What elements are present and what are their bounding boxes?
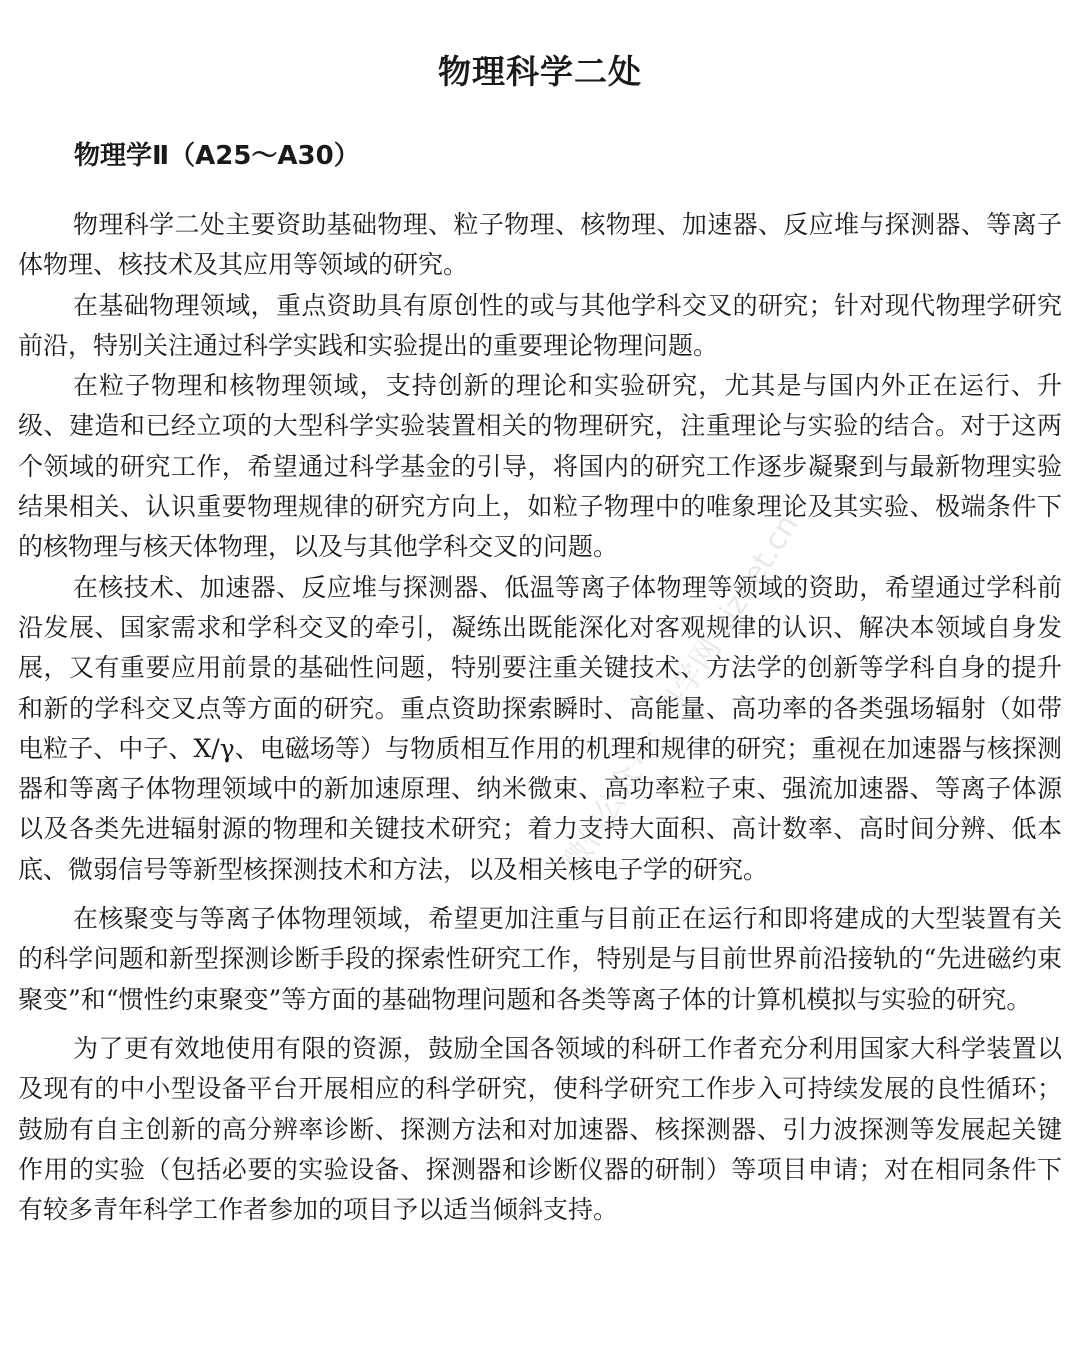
paragraph-intro: 物理科学二处主要资助基础物理、粒子物理、核物理、加速器、反应堆与探测器、等离子体物理、核技术及其应用等领域的研究。: [18, 210, 1062, 280]
paragraph-particle-nuclear: 在粒子物理和核物理领域，支持创新的理论和实验研究，尤其是与国内外正在运行、升级、建造和已经立项的大型科学实验装置相关的物理研究，注重理论与实验的结合。对于这两个领域的研究工作，希望通过科学基金的引导，将国内的研究工作逐步凝聚到与最新物理实验结果相关、认识重要物理规律的研究方向上，如粒子物理中的唯象理论及其实验、极端条件下的核物理与核天体物理，以及与其他学科交叉的问题。: [18, 371, 1062, 562]
watermark-text: 微信公众号：科学网 kjznet.cn: [555, 508, 806, 880]
paragraph-fusion-plasma: 在核聚变与等离子体物理领域，希望更加注重与目前正在运行和即将建成的大型装置有关的科学问题和新型探测诊断手段的探索性研究工作，特别是与目前世界前沿接轨的“先进磁约束聚变”和“惯性约束聚变”等方面的基础物理问题和各类等离子体的计算机模拟与实验的研究。: [18, 904, 1062, 1014]
section-subtitle: 物理学Ⅱ（A25～A30）: [74, 141, 360, 171]
paragraph-basic-physics: 在基础物理领域，重点资助具有原创性的或与其他学科交叉的研究；针对现代物理学研究前沿，特别关注通过科学实践和实验提出的重要理论物理问题。: [18, 290, 1062, 360]
document-body: [18, 205, 1062, 1230]
paragraph-nuclear-technology: 在核技术、加速器、反应堆与探测器、低温等离子体物理等领域的资助，希望通过学科前沿发展、国家需求和学科交叉的牵引，凝练出既能深化对客观规律的认识、解决本领域自身发展，又有重要应用前景的基础性问题，特别要注重关键技术、方法学的创新等学科自身的提升和新的学科交叉点等方面的研究。重点资助探索瞬时、高能量、高功率的各类强场辐射（如带电粒子、中子、X/γ、电磁场等）与物质相互作用的机理和规律的研究；重视在加速器与核探测器和等离子体物理领域中的新加速原理、纳米微束、高功率粒子束、强流加速器、等离子体源以及各类先进辐射源的物理和关键技术研究；着力支持大面积、高计数率、高时间分辨、低本底、微弱信号等新型核探测技术和方法，以及相关核电子学的研究。: [18, 572, 1062, 884]
page-title: 物理科学二处: [438, 52, 642, 91]
paragraph-resources: 为了更有效地使用有限的资源，鼓励全国各领域的科研工作者充分利用国家大科学装置以及现有的中小型设备平台开展相应的科学研究，使科学研究工作步入可持续发展的良性循环；鼓励有自主创新的高分辨率诊断、探测方法和对加速器、核探测器、引力波探测等发展起关键作用的实验（包括必要的实验设备、探测器和诊断仪器的研制）等项目申请；对在相同条件下有较多青年科学工作者参加的项目予以适当倾斜支持。: [18, 1033, 1062, 1225]
